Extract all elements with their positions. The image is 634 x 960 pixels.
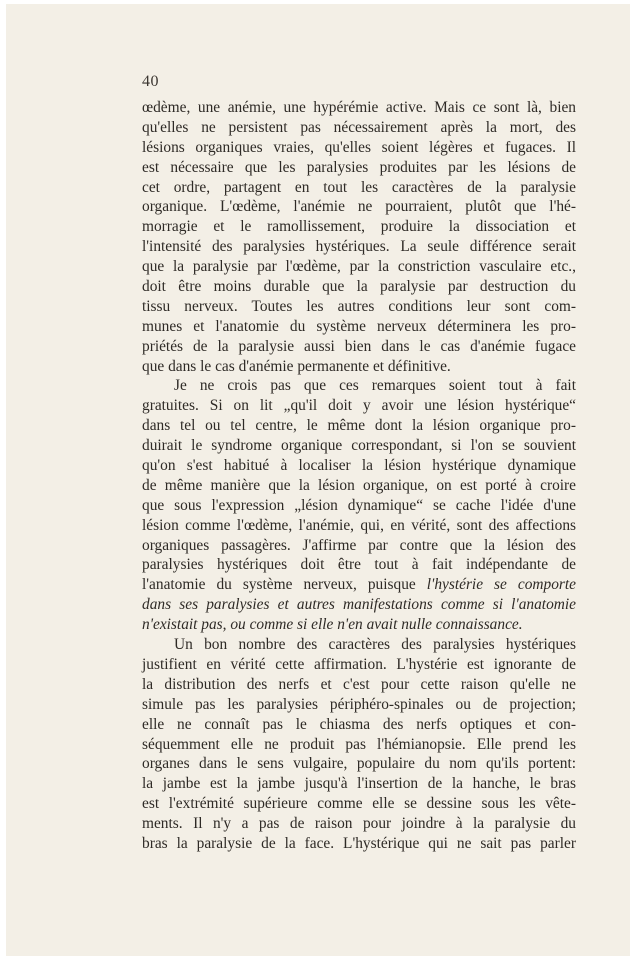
text-span: organes dans le sens vulgaire, populaire du nom qu'ils portent: xyxy=(142,755,576,773)
text-line xyxy=(142,436,576,456)
text-line xyxy=(142,695,576,715)
text-line xyxy=(142,615,576,635)
text-span: gratuites. Si on lit „qu'il doit y avoir une lésion hystérique“ xyxy=(142,397,576,415)
text-span: paralysies hystériques doit être tout à fait indépendante de xyxy=(142,556,576,574)
text-line xyxy=(142,575,576,595)
text-line xyxy=(142,178,576,198)
text-span: lésions organiques vraies, qu'elles soient légères et fugaces. Il xyxy=(142,138,576,156)
text-span: elle ne connaît pas le chiasma des nerfs optiques et con- xyxy=(142,715,576,733)
text-line xyxy=(142,357,576,377)
text-span: Un bon nombre des caractères des paralysies hystériques xyxy=(174,636,576,654)
text-line xyxy=(142,655,576,675)
text-line xyxy=(142,635,576,655)
text-line xyxy=(142,536,576,556)
paragraph xyxy=(142,635,576,854)
text-line xyxy=(142,317,576,337)
text-span: l'intensité des paralysies hystériques. La seule différence serait xyxy=(142,238,576,256)
text-span: dans tel ou tel centre, le même dont la lésion organique pro- xyxy=(142,417,576,435)
text-span: bras la paralysie de la face. L'hystérique qui ne sait pas parler xyxy=(142,834,576,852)
text-line xyxy=(142,456,576,476)
text-line xyxy=(142,237,576,257)
paragraph xyxy=(142,376,576,635)
text-span: séquemment elle ne produit pas l'hémianopsie. Elle prend les xyxy=(142,735,576,753)
text-span: que la paralysie par l'œdème, par la constriction vasculaire etc., xyxy=(142,258,576,276)
text-line xyxy=(142,158,576,178)
text-line xyxy=(142,715,576,735)
text-line xyxy=(142,735,576,755)
text-line xyxy=(142,416,576,436)
text-span: que sous l'expression „lésion dynamique“ se cache l'idée d'une xyxy=(142,496,576,514)
text-span: simule pas les paralysies périphéro-spinales ou de projection; xyxy=(142,695,576,713)
text-span: ments. Il n'y a pas de raison pour joindre à la paralysie du xyxy=(142,815,576,833)
text-line xyxy=(142,774,576,794)
page-number: 40 xyxy=(142,73,159,90)
text-line xyxy=(142,98,576,118)
text-span: qu'on s'est habitué à localiser la lésion hystérique dynamique xyxy=(142,457,576,475)
text-line xyxy=(142,376,576,396)
text-line xyxy=(142,138,576,158)
text-line xyxy=(142,595,576,615)
text-line xyxy=(142,197,576,217)
text-line xyxy=(142,476,576,496)
body-text xyxy=(142,98,576,854)
text-span: priétés de la paralysie aussi bien dans le cas d'anémie fugace xyxy=(142,337,576,355)
text-line xyxy=(142,297,576,317)
text-span: organiques passagères. J'affirme par contre que la lésion des xyxy=(142,536,576,554)
text-line xyxy=(142,516,576,536)
text-span: œdème, une anémie, une hypérémie active. Mais ce sont là, bien xyxy=(142,99,576,116)
text-span: tissu nerveux. Toutes les autres conditions leur sont com- xyxy=(142,297,576,315)
paragraph xyxy=(142,98,576,376)
text-span: est nécessaire que les paralysies produites par les lésions de xyxy=(142,158,576,176)
text-line xyxy=(142,555,576,575)
text-line xyxy=(142,794,576,814)
text-span: cet ordre, partagent en tout les caractères de la paralysie xyxy=(142,178,576,196)
text-span: lésion comme l'œdème, l'anémie, qui, en vérité, sont des affections xyxy=(142,516,576,534)
book-page xyxy=(6,4,630,956)
text-span: organique. L'œdème, l'anémie ne pourraient, plutôt que l'hé- xyxy=(142,198,576,216)
text-span: justifient en vérité cette affirmation. L'hystérie est ignorante de xyxy=(142,655,576,673)
text-line xyxy=(142,814,576,834)
text-line xyxy=(142,337,576,357)
text-span: Je ne crois pas que ces remarques soient tout à fait xyxy=(174,377,576,395)
text-span: la distribution des nerfs et c'est pour cette raison qu'elle ne xyxy=(142,675,576,693)
text-span: morragie et le ramollissement, produire la dissociation et xyxy=(142,218,576,236)
text-line xyxy=(142,496,576,516)
text-line xyxy=(142,217,576,237)
text-line xyxy=(142,675,576,695)
text-span: est l'extrémité supérieure comme elle se dessine sous les vête- xyxy=(142,795,576,813)
text-line xyxy=(142,277,576,297)
italic-text: dans ses paralysies et autres manifestations comme si l'anatomie xyxy=(142,596,576,614)
text-span: doit être moins durable que la paralysie par destruction du xyxy=(142,278,576,296)
text-line xyxy=(142,834,576,854)
italic-text: n'existait pas, ou comme si elle n'en avait nulle connaissance. xyxy=(142,616,523,634)
text-span: la jambe est la jambe jusqu'à l'insertion de la hanche, le bras xyxy=(142,775,576,793)
text-span: munes et l'anatomie du système nerveux déterminera les pro- xyxy=(142,317,576,335)
text-span: duirait le syndrome organique correspondant, si l'on se souvient xyxy=(142,437,576,455)
italic-text: l'hystérie se comporte xyxy=(426,576,576,594)
text-line xyxy=(142,396,576,416)
text-span: qu'elles ne persistent pas nécessairement après la mort, des xyxy=(142,118,576,136)
text-line xyxy=(142,257,576,277)
text-span: l'anatomie du système nerveux, puisque xyxy=(142,576,427,594)
text-line xyxy=(142,754,576,774)
text-span: de même manière que la lésion organique, on est porté à croire xyxy=(142,476,576,494)
text-line xyxy=(142,118,576,138)
text-span: que dans le cas d'anémie permanente et définitive. xyxy=(142,357,451,375)
